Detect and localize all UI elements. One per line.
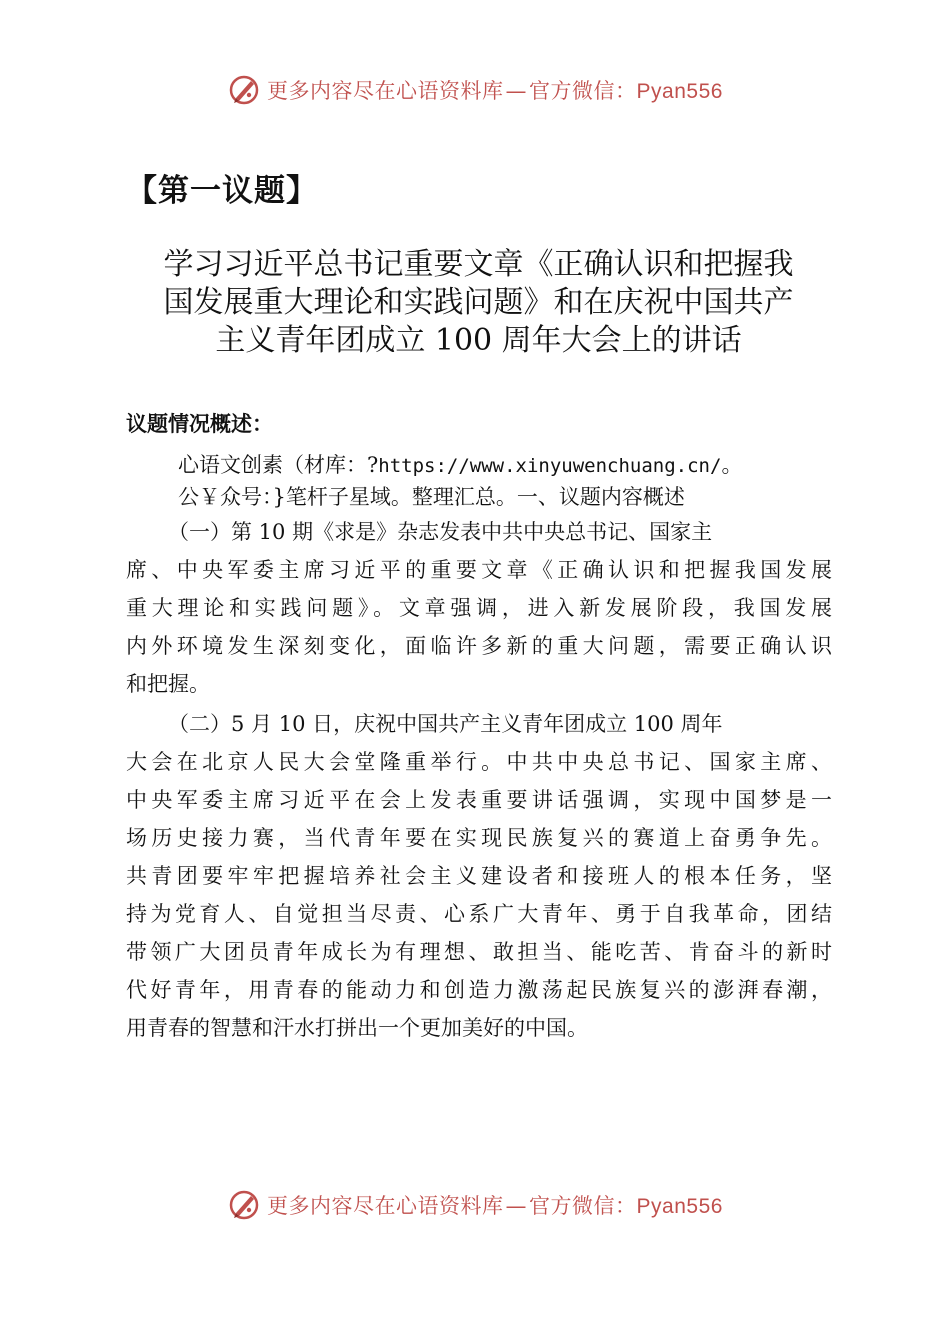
paragraph-line: 带领广大团员青年成长为有理想、敢担当、能吃苦、肯奋斗的新时 — [126, 940, 832, 964]
title-line: 主义青年团成立 100 周年大会上的讲话 — [215, 323, 742, 358]
paragraph-line: 中央军委主席习近平在会上发表重要讲话强调，实现中国梦是一 — [126, 788, 832, 812]
header-banner-dash: — — [505, 79, 528, 103]
header-banner-handle: Pyan556 — [636, 80, 723, 103]
paragraph-line: 代好青年，用青春的能动力和创造力激荡起民族复兴的澎湃春潮， — [126, 978, 832, 1002]
footer-banner-dash: — — [505, 1194, 528, 1218]
paragraph-line: 用青春的智慧和汗水打拼出一个更加美好的中国。 — [126, 1016, 588, 1040]
intro-url: https://www.xinyuwenchuang.cn/ — [378, 455, 722, 477]
title-line: 国发展重大理论和实践问题》和在庆祝中国共产 — [163, 285, 794, 320]
pen-nib-logo-icon — [227, 73, 261, 107]
intro-line-1 — [178, 450, 742, 482]
paragraph-line: 和把握。 — [126, 672, 210, 696]
pen-nib-logo-icon — [227, 1188, 261, 1222]
header-banner-suffix: 官方微信： — [529, 79, 637, 103]
paragraph-2 — [126, 705, 832, 1047]
paragraph-1 — [126, 513, 832, 703]
title-line: 学习习近平总书记重要文章《正确认识和把握我 — [163, 247, 794, 282]
document-title — [126, 246, 831, 360]
intro-prefix: 心语文创素（材库：? — [178, 453, 379, 477]
paragraph-line: 共青团要牢牢把握培养社会主义建设者和接班人的根本任务，坚 — [126, 864, 832, 888]
intro-block — [178, 450, 742, 513]
paragraph-line: 大会在北京人民大会堂隆重举行。中共中央总书记、国家主席、 — [126, 750, 832, 774]
overview-label: 议题情况概述： — [126, 412, 273, 436]
intro-suffix: 。 — [721, 453, 743, 477]
header-banner-text — [267, 75, 723, 105]
footer-banner-text — [267, 1190, 723, 1220]
paragraph-line: 场历史接力赛，当代青年要在实现民族复兴的赛道上奋勇争先。 — [126, 826, 832, 850]
paragraph-line: 席、中央军委主席习近平的重要文章《正确认识和把握我国发展 — [126, 558, 832, 582]
footer-banner-handle: Pyan556 — [636, 1195, 723, 1218]
paragraph-line: 持为党育人、自觉担当尽责、心系广大青年、勇于自我革命，团结 — [126, 902, 832, 926]
footer-banner-suffix: 官方微信： — [529, 1194, 637, 1218]
section-tag: 【第一议题】 — [126, 173, 318, 209]
paragraph-line: （一）第 10 期《求是》杂志发表中共中央总书记、国家主 — [168, 520, 713, 544]
paragraph-line: 重大理论和实践问题》。文章强调，进入新发展阶段，我国发展 — [126, 596, 832, 620]
paragraph-line: 内外环境发生深刻变化，面临许多新的重大问题，需要正确认识 — [126, 634, 832, 658]
header-banner — [0, 70, 950, 110]
footer-banner — [0, 1185, 950, 1225]
intro-line-2: 公￥众号：}笔杆子星域。整理汇总。一、议题内容概述 — [178, 485, 685, 509]
paragraph-line: （二）5 月 10 日，庆祝中国共产主义青年团成立 100 周年 — [168, 712, 723, 736]
footer-banner-main: 更多内容尽在心语资料库 — [267, 1194, 504, 1218]
header-banner-main: 更多内容尽在心语资料库 — [267, 79, 504, 103]
